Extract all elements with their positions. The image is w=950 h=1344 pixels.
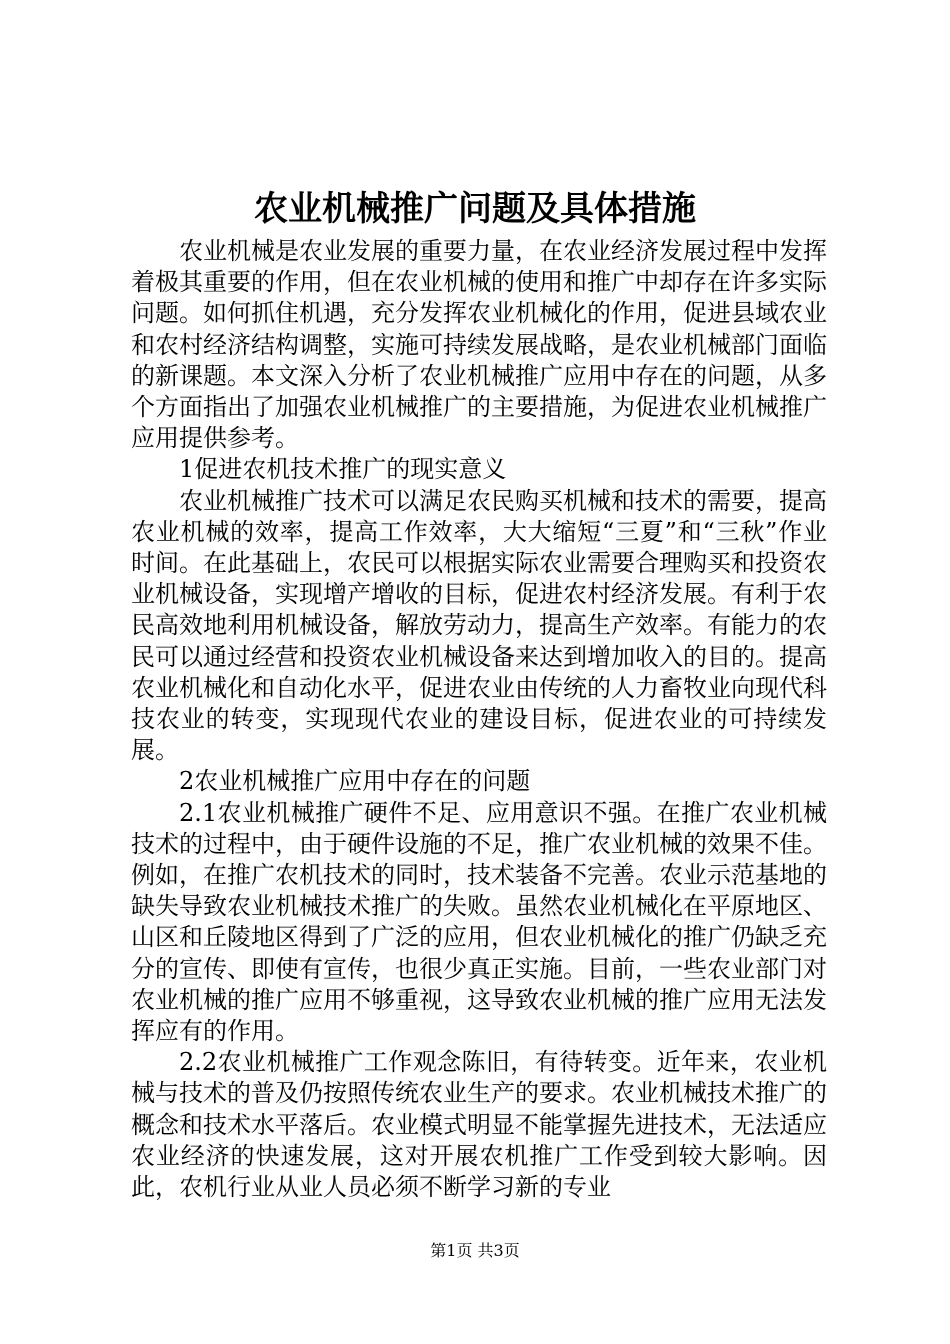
section-heading-1: 1促进农机技术推广的现实意义 (179, 455, 507, 484)
page-number-footer: 第1页 共3页 (430, 1241, 520, 1260)
document-title: 农业机械推广问题及具体措施 (254, 189, 696, 229)
document-body (131, 236, 827, 1203)
section-heading-2: 2农业机械推广应用中存在的问题 (179, 767, 531, 796)
paragraph-intro: 农业机械是农业发展的重要力量，在农业经济发展过程中发挥着极其重要的作用，但在农业机械的使用和推广中却存在许多实际问题。如何抓住机遇，充分发挥农业机械化的作用，促进县域农业和农村经济结构调整，实施可持续发展战略，是农业机械部门面临的新课题。本文深入分析了农业机械推广应用中存在的问题，从多个方面指出了加强农业机械推广的主要措施，为促进农业机械推广应用提供参考。 (131, 237, 827, 453)
paragraph-section-2-2: 2.2农业机械推广工作观念陈旧，有待转变。近年来，农业机械与技术的普及仍按照传统农业生产的要求。农业机械技术推广的概念和技术水平落后。农业模式明显不能掌握先进技术，无法适应农业经济的快速发展，这对开展农机推广工作受到较大影响。因此，农机行业从业人员必须不断学习新的专业 (131, 1048, 827, 1202)
paragraph-section-2-1: 2.1农业机械推广硬件不足、应用意识不强。在推广农业机械技术的过程中，由于硬件设施的不足，推广农业机械的效果不佳。例如，在推广农机技术的同时，技术装备不完善。农业示范基地的缺失导致农业机械技术推广的失败。虽然农业机械化在平原地区、山区和丘陵地区得到了广泛的应用，但农业机械化的推广仍缺乏充分的宣传、即使有宣传，也很少真正实施。目前，一些农业部门对农业机械的推广应用不够重视，这导致农业机械的推广应用无法发挥应有的作用。 (131, 798, 827, 1046)
paragraph-section-1: 农业机械推广技术可以满足农民购买机械和技术的需要，提高农业机械的效率，提高工作效率，大大缩短“三夏”和“三秋”作业时间。在此基础上，农民可以根据实际农业需要合理购买和投资农业机械设备，实现增产增收的目标，促进农村经济发展。有利于农民高效地利用机械设备，解放劳动力，提高生产效率。有能力的农民可以通过经营和投资农业机械设备来达到增加收入的目的。提高农业机械化和自动化水平，促进农业由传统的人力畜牧业向现代科技农业的转变，实现现代农业的建设目标，促进农业的可持续发展。 (131, 486, 827, 765)
